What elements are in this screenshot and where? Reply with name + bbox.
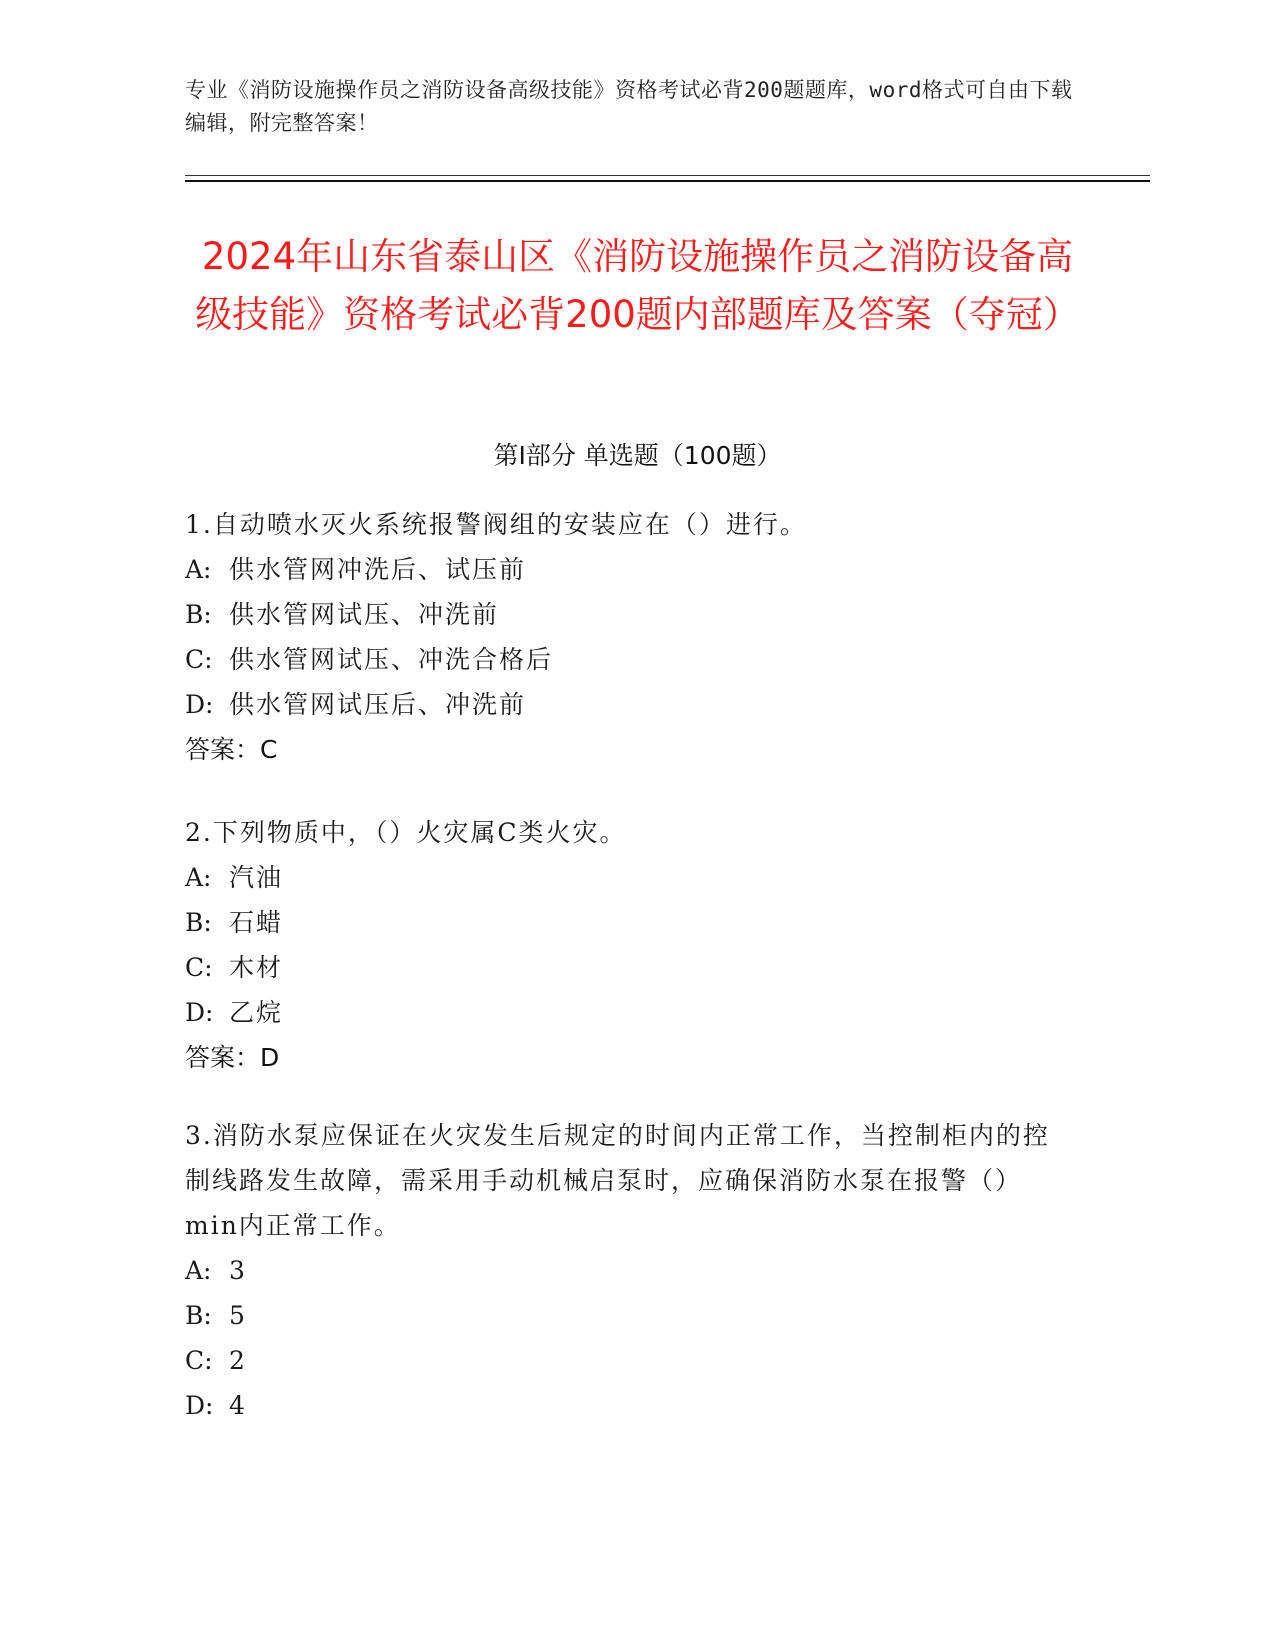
option-letter: C:	[185, 1346, 213, 1375]
option-text: 木材	[229, 953, 284, 982]
header-divider-thick	[185, 180, 1150, 182]
question-2	[185, 810, 1065, 1080]
question-1	[185, 502, 1065, 772]
option-letter: B:	[185, 908, 212, 937]
option-text: 供水管网冲洗后、试压前	[229, 555, 527, 584]
option-text: 乙烷	[229, 998, 284, 1027]
option-text: 汽油	[229, 863, 284, 892]
option-text: 石蜡	[229, 908, 284, 937]
header-divider-thin	[185, 175, 1150, 176]
header-note: 专业《消防设施操作员之消防设备高级技能》资格考试必背200题题库，word格式可自由下载编辑，附完整答案！	[185, 78, 1073, 135]
option-letter: A:	[185, 555, 212, 584]
answer-line: 答案：D	[185, 1043, 280, 1072]
option-a	[185, 1248, 1065, 1293]
document-title: 2024年山东省泰山区《消防设施操作员之消防设备高级技能》资格考试必背200题内部题库及答案（夺冠）	[195, 235, 1080, 336]
option-letter: B:	[185, 600, 212, 629]
question-3	[185, 1113, 1065, 1428]
option-letter: A:	[185, 863, 212, 892]
option-c	[185, 1338, 1065, 1383]
option-letter: C:	[185, 645, 213, 674]
question-stem: 1.自动喷水灭火系统报警阀组的安装应在（）进行。	[185, 510, 807, 539]
option-letter: D:	[185, 690, 214, 719]
option-letter: D:	[185, 998, 214, 1027]
question-stem: 3.消防水泵应保证在火灾发生后规定的时间内正常工作，当控制柜内的控制线路发生故障，需采用手动机械启泵时，应确保消防水泵在报警（）min内正常工作。	[185, 1121, 1050, 1240]
option-a	[185, 855, 1065, 900]
question-stem: 2.下列物质中，（）火灾属C类火灾。	[185, 818, 627, 847]
option-a	[185, 547, 1065, 592]
option-text: 3	[229, 1256, 247, 1285]
option-letter: D:	[185, 1391, 214, 1420]
option-d	[185, 682, 1065, 727]
option-d	[185, 990, 1065, 1035]
option-letter: C:	[185, 953, 213, 982]
option-text: 5	[229, 1301, 247, 1330]
option-b	[185, 592, 1065, 637]
option-letter: B:	[185, 1301, 212, 1330]
option-text: 4	[229, 1391, 247, 1420]
answer-line: 答案：C	[185, 735, 278, 764]
option-text: 供水管网试压、冲洗合格后	[229, 645, 554, 674]
option-text: 供水管网试压后、冲洗前	[229, 690, 527, 719]
section-heading: 第I部分 单选题（100题）	[493, 441, 782, 470]
option-c	[185, 945, 1065, 990]
option-letter: A:	[185, 1256, 212, 1285]
option-text: 2	[229, 1346, 247, 1375]
option-c	[185, 637, 1065, 682]
option-d	[185, 1383, 1065, 1428]
option-b	[185, 1293, 1065, 1338]
option-text: 供水管网试压、冲洗前	[229, 600, 500, 629]
option-b	[185, 900, 1065, 945]
